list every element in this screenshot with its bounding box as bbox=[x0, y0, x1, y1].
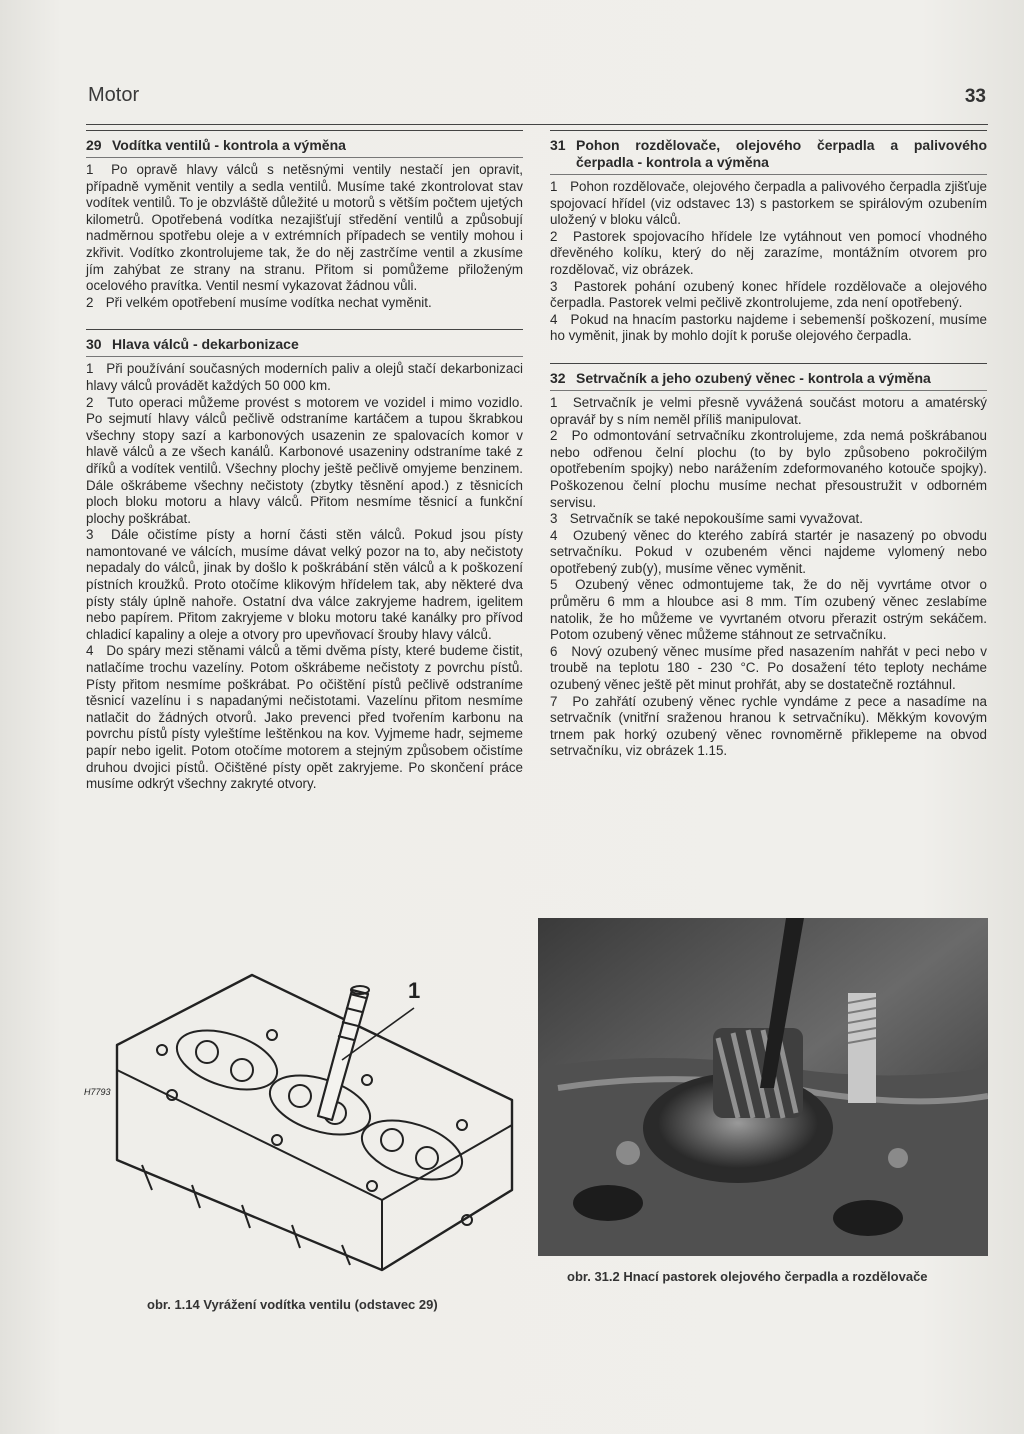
paragraph-number: 1 bbox=[550, 179, 558, 194]
paragraph-number: 1 bbox=[86, 162, 94, 177]
figure-callout: 1 bbox=[408, 978, 421, 1003]
oil-pump-drive-photo bbox=[538, 918, 988, 1256]
section-number: 30 bbox=[86, 336, 102, 353]
paragraph-text: Pastorek pohání ozubený konec hřídele rozdělovače a olejového čerpadla. Pastorek velmi pečlivě zkontrolujeme, zda není opotřebený. bbox=[550, 278, 987, 311]
paragraph bbox=[86, 395, 523, 528]
valve-guide-illustration bbox=[82, 950, 522, 1280]
paragraph-text: Setrvačník je velmi přesně vyvážená součást motoru a amatérský opravář by s ním neměl příliš manipulovat. bbox=[550, 394, 987, 427]
section-rule bbox=[86, 329, 523, 330]
paragraph-text: Po opravě hlavy válců s netěsnými ventily nestačí jen opravit, případně vyměnit ventily a sedla ventilů. Musíme také zkontrolovat stav vodítek ventilů. To je obzvláště důležité u motorů s větším počtem ujetých kilometrů. Opotřebená vodítka nezajišťují středění ventilů a způsobují nadměrnou spotřebu oleje a v extrémních případech se ventily mohou i zkřivit. Vodítko zkontrolujeme tak, že do něj zastrčíme ventil a zkusíme jím zahýbat ze strany na stranu. Přitom si pomůžeme přiloženým ocelového pravítka. Ventil nesmí vykazovat žádnou vůli. bbox=[86, 162, 523, 294]
paragraph-number: 4 bbox=[550, 311, 558, 327]
page-number: 33 bbox=[964, 86, 986, 107]
paragraph-text: Dále očistíme písty a horní části stěn válců. Pokud jsou písty namontované ve válcích, musíme dávat velký pozor na to, aby nečistoty nepadaly do válců, jinak by došlo k poškrábání stěn válců a k poškození pístních kroužků. Proto otočíme klikovým hřídelem tak, aby některé dva písty stály úplně nahoře. Ostatní dva válce zakryjeme hadrem, igelitem nebo papírem. Přitom zakryjeme v bloku motoru také kanálky pro přívod chladicí kapaliny a oleje a otvory pro upevňovací šrouby hlavy válců. bbox=[86, 527, 523, 642]
paragraph-text: Ozubený věnec do kterého zabírá startér je nasazený po obvodu setrvačníku. Pokud v ozubeném věnci najdeme vylomený nebo opotřebený zub(y), musíme věnec vyměnit. bbox=[550, 527, 987, 576]
section-number: 29 bbox=[86, 137, 102, 153]
section-title bbox=[550, 370, 987, 391]
section-heading: Setrvačník a jeho ozubený věnec - kontrola a výměna bbox=[576, 369, 931, 386]
paragraph-number: 2 bbox=[86, 294, 94, 310]
section-heading: Hlava válců - dekarbonizace bbox=[112, 336, 299, 353]
figure-caption-left: obr. 1.14 Vyrážení vodítka ventilu (odstavec 29) bbox=[147, 1297, 438, 1312]
paragraph bbox=[550, 395, 987, 428]
paragraph-text: Pastorek spojovacího hřídele lze vytáhnout ven pomocí vhodného dřevěného kolíku, který do něj zarazíme, montážním otvorem pro rozdělovač, viz obrázek. bbox=[550, 228, 987, 277]
paragraph-number: 4 bbox=[550, 527, 558, 543]
section-heading: Pohon rozdělovače, olejového čerpadla a palivového čerpadla - kontrola a výměna bbox=[576, 137, 987, 170]
header-rule bbox=[86, 124, 988, 125]
left-column bbox=[86, 130, 523, 793]
paragraph-number: 7 bbox=[550, 693, 558, 709]
paragraph-text: Pokud na hnacím pastorku najdeme i sebemenší poškození, musíme ho vyměnit, jinak by mohlo dojít k poruše olejového čerpadla. bbox=[550, 311, 987, 344]
paragraph bbox=[550, 179, 987, 229]
paragraph-text: Ozubený věnec odmontujeme tak, že do něj vyvrtáme otvor o průměru 6 mm a hloubce asi 8 mm. Tím ozubený věnec zeslabíme natolik, že ho můžeme ve vyvrtaném otvoru přerazit ostrým sekáčem. Potom ozubený věnec můžeme stáhnout ze setrvačníku. bbox=[550, 577, 987, 643]
section-rule bbox=[550, 130, 987, 131]
section-number: 32 bbox=[550, 369, 566, 386]
paragraph bbox=[550, 577, 987, 643]
paragraph-text: Do spáry mezi stěnami válců a těmi dvěma písty, které budeme čistit, natlačíme trochu vazelíny. Potom oškrábeme nečistoty z povrchu pístů. Písty přitom nesmíme poškrábat. Po očištění pístů pečlivě odstraníme těsnicí vazelínu i s napadanými nečistotami. Vazelínu přitom nesmíme natlačit do žádných otvorů. Jako prevenci před tvořením karbonu na povrchu pístů písty vyleštíme leštěnkou na kov. Vyjmeme hadr, sejmeme papír nebo igelit. Potom otočíme motorem a stejným způsobem očistíme druhou dvojici pístů. Očištěné písty opět zakryjeme. Po skončení práce musíme odkrýt všechny zakryté otvory. bbox=[86, 643, 523, 792]
section-31 bbox=[550, 130, 987, 345]
paragraph-text: Při velkém opotřebení musíme vodítka nechat vyměnit. bbox=[105, 294, 432, 310]
section-29 bbox=[86, 130, 523, 311]
paragraph bbox=[550, 428, 987, 511]
section-rule bbox=[86, 130, 523, 131]
right-column bbox=[550, 130, 987, 760]
paragraph bbox=[550, 644, 987, 694]
paragraph bbox=[550, 229, 987, 279]
paragraph-number: 1 bbox=[550, 394, 558, 410]
paragraph bbox=[550, 694, 987, 760]
paragraph-number: 3 bbox=[550, 278, 558, 294]
paragraph bbox=[550, 511, 987, 528]
paragraph bbox=[550, 312, 987, 345]
paragraph-number: 3 bbox=[550, 511, 558, 527]
paragraph-text: Tuto operaci můžeme provést s motorem ve vozidel i mimo vozidlo. Po sejmutí hlavy válců pečlivě odstraníme kartáčem a tupou škrabkou všechny stopy sazí a karbonových usazenin ze spalovacích komor v hlavě válců a ze všech kanálů. Karbonové usazeniny odstraníme také z dříků a vodítek ventilů. Všechny plochy ještě pečlivě omyjeme benzinem. Dále oškrábeme všechny nečistoty (zbytky těsnění apod.) z těsnicích ploch bloku motoru a hlavy válců. Přitom nesmíme těsnicí a funkční plochy poškrábat. bbox=[86, 394, 523, 526]
section-rule bbox=[550, 363, 987, 364]
figure-code: H7793 bbox=[84, 1087, 111, 1097]
paragraph-number: 2 bbox=[550, 228, 558, 244]
paragraph-number: 3 bbox=[86, 527, 94, 543]
paragraph-number: 4 bbox=[86, 643, 94, 659]
paragraph-number: 2 bbox=[86, 394, 94, 410]
figure-caption-right: obr. 31.2 Hnací pastorek olejového čerpadla a rozdělovače bbox=[567, 1269, 928, 1284]
paragraph bbox=[86, 643, 523, 792]
section-heading: Vodítka ventilů - kontrola a výměna bbox=[112, 137, 346, 153]
paragraph-text: Při používání současných moderních paliv a olejů stačí dekarbonizaci hlavy válců provádět každých 50 000 km. bbox=[86, 361, 523, 393]
paragraph bbox=[86, 527, 523, 643]
paragraph bbox=[550, 528, 987, 578]
paragraph bbox=[86, 295, 523, 312]
paragraph-text: Po zahřátí ozubený věnec rychle vyndáme z pece a nasadíme na setrvačník (vnitřní sraženou hranou k setrvačníku). Měkkým kovovým trnem pak horký ozubený věnec rovnoměrně přiklepeme na obvod setrvačníku, viz obrázek 1.15. bbox=[550, 693, 987, 759]
section-32 bbox=[550, 363, 987, 760]
section-30 bbox=[86, 329, 523, 792]
paragraph bbox=[86, 361, 523, 394]
section-title bbox=[550, 137, 987, 175]
paragraph-text: Setrvačník se také nepokoušíme sami vyvažovat. bbox=[569, 511, 863, 527]
section-title bbox=[86, 137, 523, 158]
paragraph-number: 2 bbox=[550, 428, 558, 444]
section-number: 31 bbox=[550, 137, 566, 153]
paragraph-number: 5 bbox=[550, 577, 558, 593]
paragraph bbox=[550, 279, 987, 312]
paragraph-number: 6 bbox=[550, 643, 558, 659]
section-title bbox=[86, 336, 523, 357]
running-title: Motor bbox=[88, 84, 140, 106]
paragraph bbox=[86, 162, 523, 295]
paragraph-text: Po odmontování setrvačníku zkontrolujeme, zda nemá poškrábanou nebo odřenou čelní plochu (to by bylo způsobeno pokročilým opotřebením spojky) nebo narážením zdeformovaného kotouče spojky). Poškozenou čelní plochu musíme nechat přesoustružit v odborném servisu. bbox=[550, 428, 987, 510]
paragraph-text: Pohon rozdělovače, olejového čerpadla a palivového čerpadla zjišťuje spojovací hřídel (viz odstavec 13) s pastorkem se spirálovým ozubením uložený v bloku válců. bbox=[550, 179, 987, 228]
paragraph-number: 1 bbox=[86, 361, 94, 377]
paragraph-text: Nový ozubený věnec musíme před nasazením nahřát v peci nebo v troubě na teplotu 180 - 230 °C. Po dosažení této teploty necháme ozubený věnec ještě pět minut prohřát, aby se dostatečně roztáhnul. bbox=[550, 643, 987, 693]
